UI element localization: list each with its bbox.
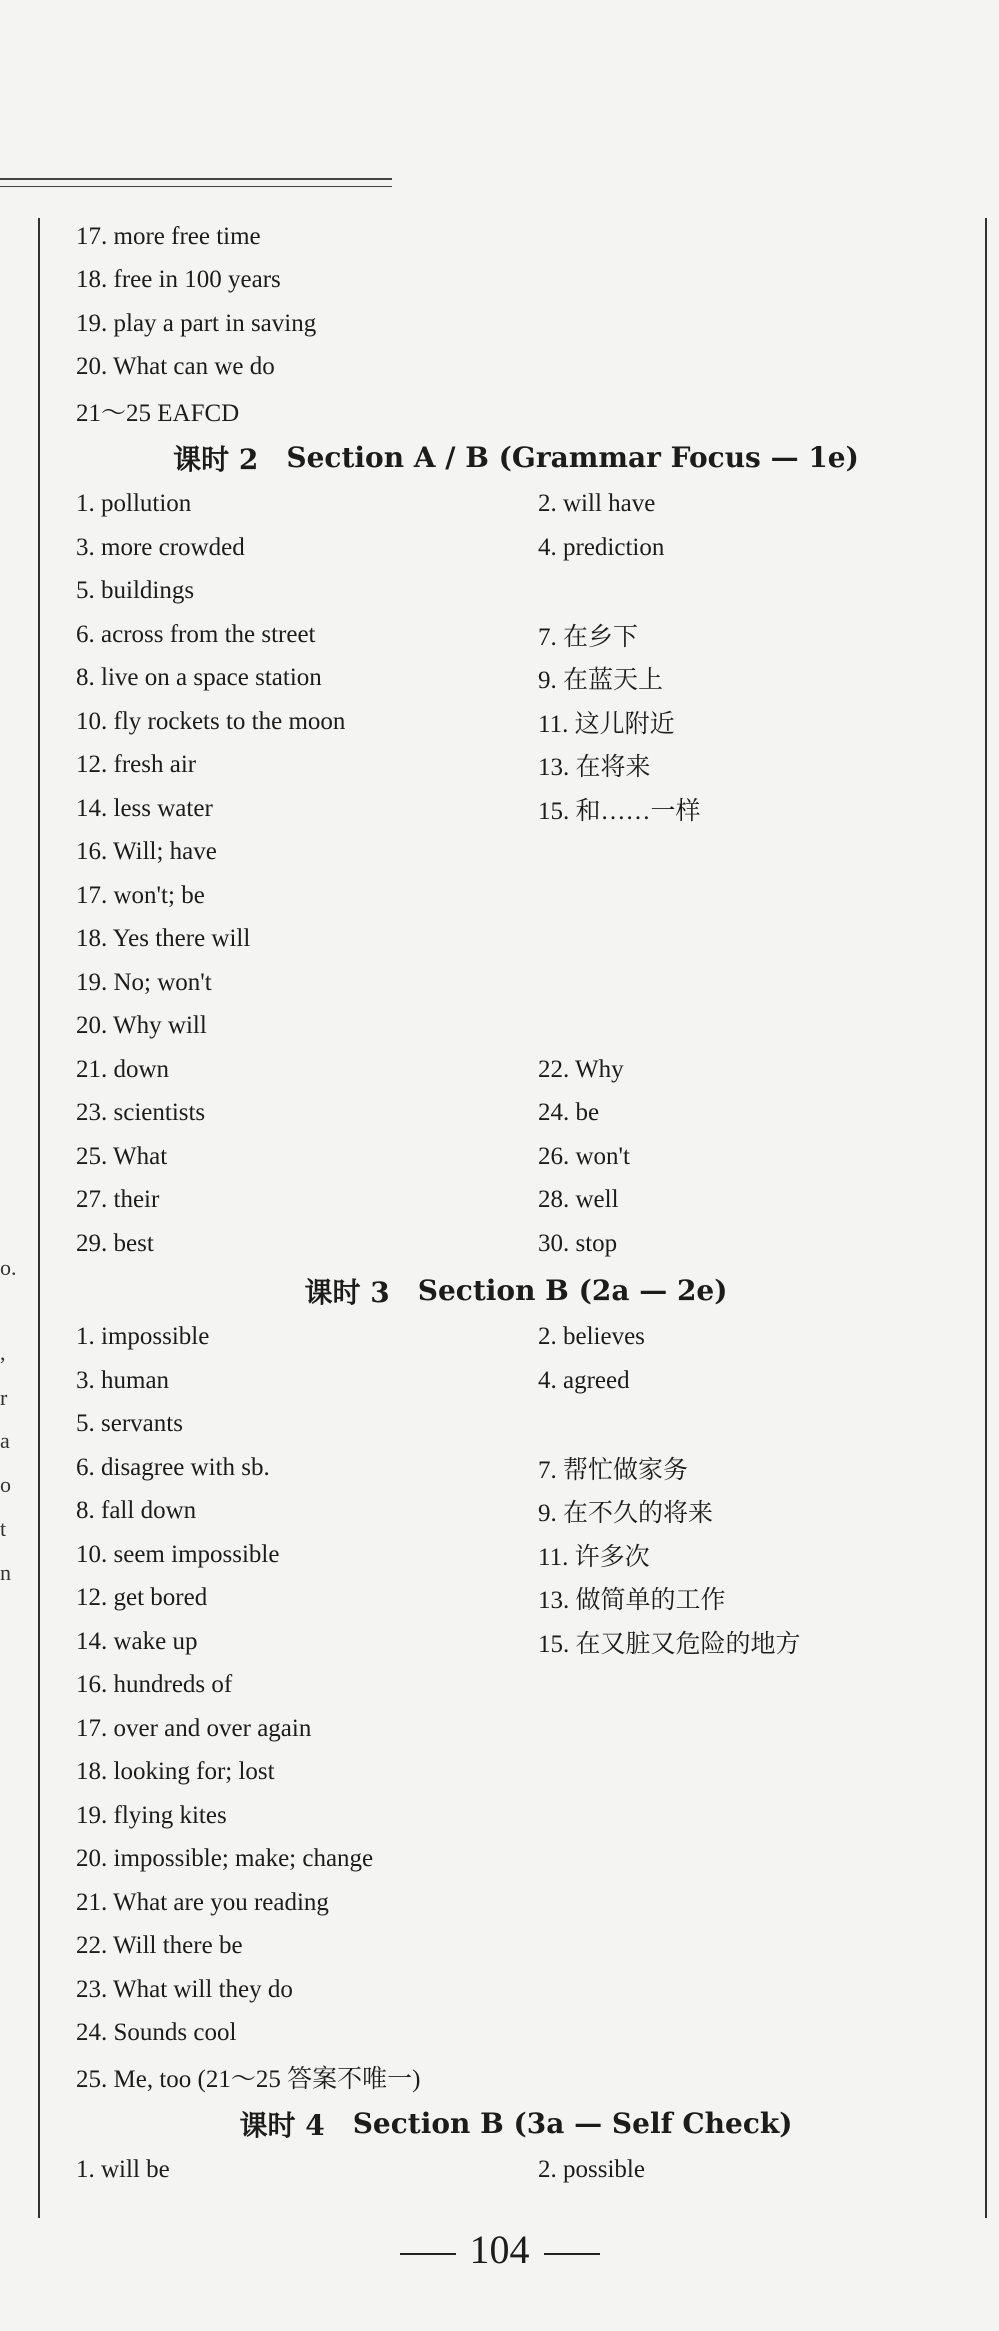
answer-item: 24. be [538, 1099, 600, 1127]
answer-key [76, 215, 956, 2192]
answer-item: 19. flying kites [76, 1801, 227, 1829]
answer-item: 18. free in 100 years [76, 266, 281, 294]
answer-row [76, 215, 956, 259]
answer-row [76, 570, 956, 614]
answer-row [76, 1092, 956, 1136]
answer-item: 7. 在乡下 [538, 623, 639, 651]
lesson-label: 课时 2 [173, 442, 259, 476]
answer-item: 22. Will there be [76, 1932, 243, 1960]
answer-item: 14. wake up [76, 1627, 198, 1655]
answer-row [76, 1838, 956, 1882]
lesson-label: 课时 4 [239, 2108, 325, 2142]
answer-item: 29. best [76, 1229, 154, 1257]
answer-item: 12. fresh air [76, 751, 197, 779]
margin-fragment: o. [0, 1255, 17, 1280]
answer-item: 9. 在蓝天上 [538, 667, 664, 695]
answer-item: 7. 帮忙做家务 [538, 1456, 689, 1484]
answer-item: 16. hundreds of [76, 1671, 233, 1699]
answer-item: 10. fly rockets to the moon [76, 707, 346, 735]
answer-item: 16. Will; have [76, 838, 217, 866]
answer-row [76, 831, 956, 875]
answer-item: 12. get bored [76, 1584, 208, 1612]
answer-row [76, 1446, 956, 1490]
answer-item: 19. play a part in saving [76, 309, 317, 337]
answer-item: 15. 和……一样 [538, 797, 701, 825]
margin-fragment: , [0, 1340, 6, 1365]
footer-dash [544, 2253, 600, 2255]
answer-item: 28. well [538, 1186, 619, 1214]
answer-item: 22. Why [538, 1055, 624, 1083]
answer-item: 13. 做简单的工作 [538, 1587, 726, 1615]
answer-row [76, 961, 956, 1005]
answer-item: 19. No; won't [76, 968, 212, 996]
answer-row [76, 1403, 956, 1447]
answer-row [76, 874, 956, 918]
answer-item: 10. seem impossible [76, 1540, 280, 1568]
answer-item: 15. 在又脏又危险的地方 [538, 1630, 801, 1658]
answer-item: 14. less water [76, 794, 213, 822]
answer-row [76, 918, 956, 962]
answer-item: 4. prediction [538, 533, 665, 561]
right-column-border [985, 218, 987, 2218]
answer-item: 21～25 EAFCD [76, 399, 240, 427]
answer-row [76, 1316, 956, 1360]
answer-row [76, 787, 956, 831]
answer-row [76, 1048, 956, 1092]
answer-item: 25. Me, too (21～25 答案不唯一) [76, 2065, 421, 2093]
answer-item: 27. their [76, 1186, 160, 1214]
answer-item: 3. more crowded [76, 533, 245, 561]
answer-row [76, 1664, 956, 1708]
answer-item: 2. possible [538, 2156, 645, 2184]
answer-item: 26. won't [538, 1142, 631, 1170]
answer-row [76, 302, 956, 346]
answer-item: 20. impossible; make; change [76, 1845, 374, 1873]
answer-item: 2. believes [538, 1323, 645, 1351]
answer-row [76, 2012, 956, 2056]
answer-item: 18. looking for; lost [76, 1758, 275, 1786]
answer-item: 3. human [76, 1366, 170, 1394]
answer-item: 1. will be [76, 2156, 170, 2184]
answer-item: 1. pollution [76, 490, 192, 518]
answer-row [76, 1968, 956, 2012]
answer-item: 23. What will they do [76, 1975, 293, 2003]
answer-item: 9. 在不久的将来 [538, 1500, 714, 1528]
answer-item: 5. servants [76, 1410, 183, 1438]
answer-row [76, 1620, 956, 1664]
answer-item: 11. 许多次 [538, 1543, 650, 1571]
section-heading [76, 2099, 956, 2149]
answer-row [76, 1577, 956, 1621]
answer-item: 11. 这儿附近 [538, 710, 675, 738]
answer-row [76, 389, 956, 433]
answer-row [76, 1135, 956, 1179]
answer-row [76, 346, 956, 390]
answer-item: 21. down [76, 1055, 170, 1083]
answer-row [76, 700, 956, 744]
answer-row [76, 259, 956, 303]
answer-item: 8. live on a space station [76, 664, 322, 692]
answer-row [76, 1490, 956, 1534]
margin-fragment: t [0, 1516, 7, 1541]
answer-item: 2. will have [538, 490, 656, 518]
answer-row [76, 1751, 956, 1795]
answer-item: 30. stop [538, 1229, 618, 1257]
page-footer [0, 2226, 999, 2273]
answer-row [76, 613, 956, 657]
answer-row [76, 744, 956, 788]
answer-item: 4. agreed [538, 1366, 630, 1394]
answer-row [76, 2149, 956, 2193]
answer-item: 13. 在将来 [538, 754, 651, 782]
answer-row [76, 1005, 956, 1049]
answer-item: 17. over and over again [76, 1714, 312, 1742]
answer-row [76, 1707, 956, 1751]
footer-dash [400, 2253, 456, 2255]
answer-item: 23. scientists [76, 1099, 206, 1127]
section-title: Section B (2a — 2e) [417, 1274, 728, 1307]
answer-item: 21. What are you reading [76, 1888, 329, 1916]
answer-row [76, 1222, 956, 1266]
answer-row [76, 1179, 956, 1223]
margin-fragment: a [0, 1428, 10, 1453]
answer-row [76, 1881, 956, 1925]
answer-row [76, 2055, 956, 2099]
answer-row [76, 483, 956, 527]
answer-item: 6. disagree with sb. [76, 1453, 270, 1481]
margin-fragment: r [0, 1385, 8, 1410]
section-heading [76, 433, 956, 483]
answer-item: 5. buildings [76, 577, 195, 605]
section-title: Section A / B (Grammar Focus — 1e) [286, 441, 859, 474]
answer-item: 25. What [76, 1142, 168, 1170]
answer-item: 17. won't; be [76, 881, 205, 909]
section-heading [76, 1266, 956, 1316]
answer-item: 18. Yes there will [76, 925, 251, 953]
answer-item: 1. impossible [76, 1323, 210, 1351]
margin-fragment: o [0, 1472, 11, 1497]
answer-row [76, 657, 956, 701]
page-number: 104 [469, 2227, 530, 2272]
section-title: Section B (3a — Self Check) [352, 2107, 793, 2140]
answer-row [76, 1925, 956, 1969]
answer-item: 20. What can we do [76, 353, 275, 381]
answer-row [76, 1359, 956, 1403]
margin-fragment: n [0, 1560, 11, 1585]
answer-item: 20. Why will [76, 1012, 207, 1040]
answer-item: 6. across from the street [76, 620, 316, 648]
answer-item: 17. more free time [76, 222, 261, 250]
left-column-border [38, 218, 40, 2218]
lesson-label: 课时 3 [304, 1275, 390, 1309]
answer-row [76, 526, 956, 570]
answer-row [76, 1794, 956, 1838]
answer-row [76, 1533, 956, 1577]
header-rule [0, 178, 392, 187]
answer-item: 8. fall down [76, 1497, 197, 1525]
answer-item: 24. Sounds cool [76, 2019, 237, 2047]
